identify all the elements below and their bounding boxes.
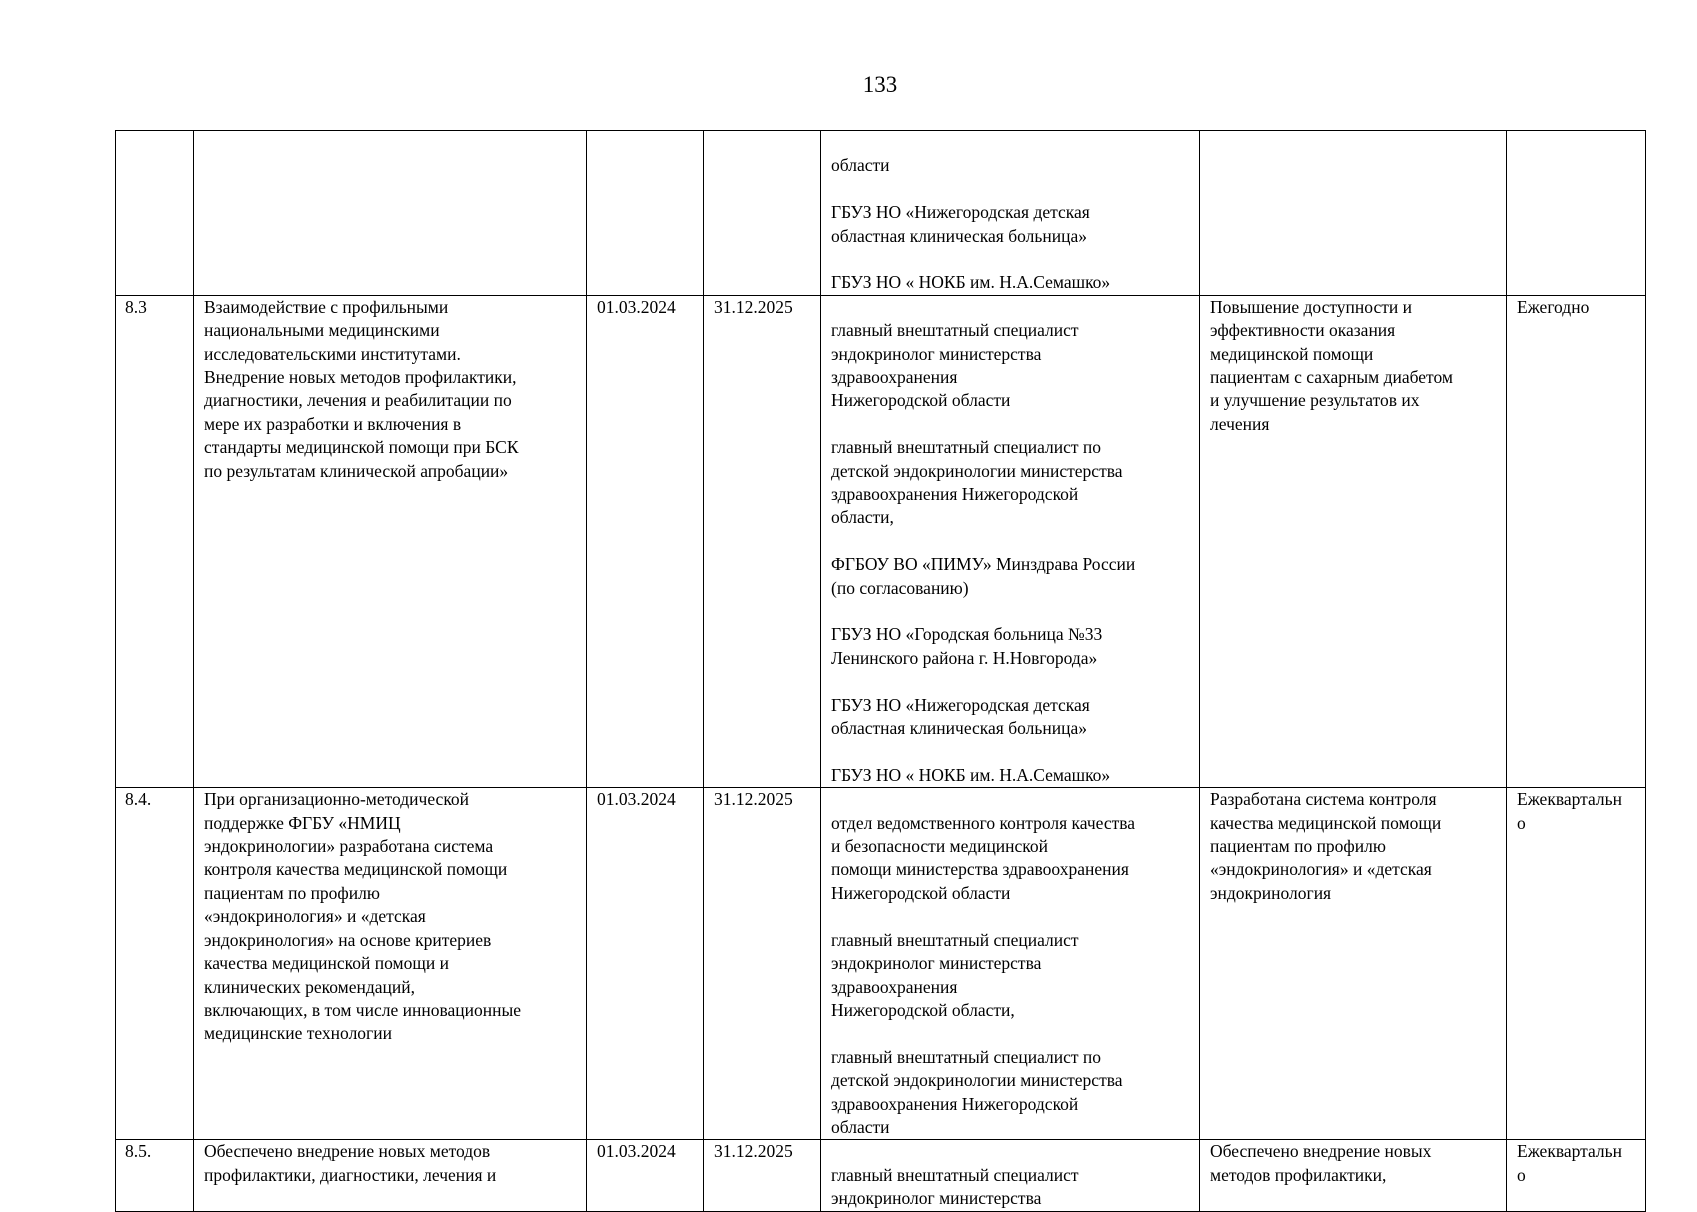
responsible-entry: главный внештатный специалист эндокринолог министерства bbox=[831, 1164, 1079, 1209]
result-cell: Повышение доступности и эффективности оказания медицинской помощи пациентам с сахарным диабетом и улучшение результатов их лечения bbox=[1200, 295, 1507, 787]
frequency-cell bbox=[1507, 131, 1646, 296]
table-row bbox=[116, 788, 1646, 1140]
plan-table bbox=[115, 130, 1646, 1212]
responsible-cell bbox=[821, 1140, 1200, 1211]
end-date-cell: 31.12.2025 bbox=[704, 1140, 821, 1211]
table-row bbox=[116, 295, 1646, 787]
responsible-entry: главный внештатный специалист по детской эндокринологии министерства здравоохранения Нижегородской области bbox=[831, 1046, 1123, 1137]
activity-cell: При организационно-методической поддержке ФГБУ «НМИЦ эндокринологии» разработана система контроля качества медицинской помощи пациентам по профилю «эндокринология» и «детская эндокринология» на основе критериев качества медицинской помощи и клинических рекомендаций, включающих, в том числе инновационные медицинские технологии bbox=[194, 788, 587, 1140]
responsible-entry: ГБУЗ НО «Нижегородская детская областная клиническая больница» bbox=[831, 202, 1090, 246]
responsible-entry: области bbox=[831, 155, 890, 176]
activity-cell: Обеспечено внедрение новых методов профилактики, диагностики, лечения и bbox=[194, 1140, 587, 1211]
page-number: 133 bbox=[862, 72, 898, 97]
row-number: 8.5. bbox=[116, 1140, 194, 1211]
row-number bbox=[116, 131, 194, 296]
start-date-cell: 01.03.2024 bbox=[587, 788, 704, 1140]
responsible-cell bbox=[821, 131, 1200, 296]
activity-cell: Взаимодействие с профильными национальными медицинскими исследовательскими институтами. Внедрение новых методов профилактики, диагностики, лечения и реабилитации по мере их разработки и включения в стандарты медицинской помощи при БСК по результатам клинической апробации» bbox=[194, 295, 587, 787]
start-date-cell: 01.03.2024 bbox=[587, 295, 704, 787]
start-date-cell: 01.03.2024 bbox=[587, 1140, 704, 1211]
responsible-entry: ГБУЗ НО «Городская больница №33 Ленинского района г. Н.Новгорода» bbox=[831, 624, 1103, 668]
row-number: 8.3 bbox=[116, 295, 194, 787]
responsible-entry: главный внештатный специалист эндокринолог министерства здравоохранения Нижегородской области, bbox=[831, 929, 1079, 1020]
responsible-entry: ГБУЗ НО «Нижегородская детская областная клиническая больница» bbox=[831, 694, 1090, 739]
responsible-entry: главный внештатный специалист по детской эндокринологии министерства здравоохранения Нижегородской области, bbox=[831, 437, 1123, 528]
activity-cell bbox=[194, 131, 587, 296]
responsible-entry: ФГБОУ ВО «ПИМУ» Минздрава России (по согласованию) bbox=[831, 554, 1136, 598]
result-cell bbox=[1200, 131, 1507, 296]
frequency-cell: Ежеквартальн о bbox=[1507, 788, 1646, 1140]
table-row bbox=[116, 1140, 1646, 1211]
frequency-cell: Ежеквартальн о bbox=[1507, 1140, 1646, 1211]
responsible-entry: ГБУЗ НО « НОКБ им. Н.А.Семашко» bbox=[831, 764, 1111, 785]
responsible-cell bbox=[821, 788, 1200, 1140]
result-cell: Разработана система контроля качества медицинской помощи пациентам по профилю «эндокринология» и «детская эндокринология bbox=[1200, 788, 1507, 1140]
table-row bbox=[116, 131, 1646, 296]
frequency-cell: Ежегодно bbox=[1507, 295, 1646, 787]
result-cell: Обеспечено внедрение новых методов профилактики, bbox=[1200, 1140, 1507, 1211]
responsible-entry: отдел ведомственного контроля качества и безопасности медицинской помощи министерства здравоохранения Нижегородской области bbox=[831, 812, 1136, 903]
end-date-cell bbox=[704, 131, 821, 296]
row-number: 8.4. bbox=[116, 788, 194, 1140]
responsible-entry: ГБУЗ НО « НОКБ им. Н.А.Семашко» bbox=[831, 272, 1111, 293]
end-date-cell: 31.12.2025 bbox=[704, 295, 821, 787]
responsible-entry: главный внештатный специалист эндокринолог министерства здравоохранения Нижегородской области bbox=[831, 320, 1079, 411]
start-date-cell bbox=[587, 131, 704, 296]
end-date-cell: 31.12.2025 bbox=[704, 788, 821, 1140]
responsible-cell bbox=[821, 295, 1200, 787]
